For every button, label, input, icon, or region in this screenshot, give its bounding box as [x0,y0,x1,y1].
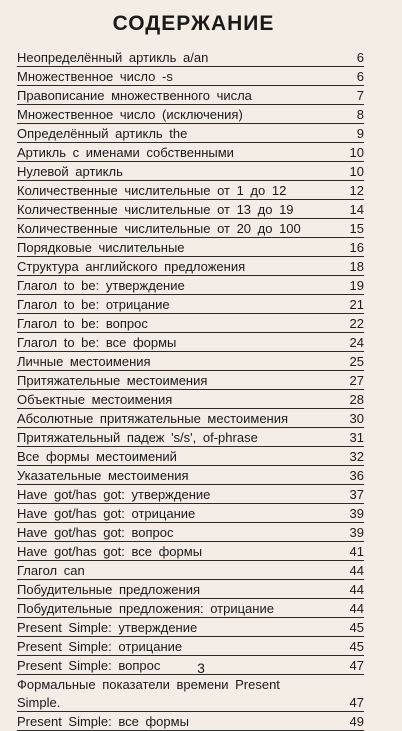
toc-entry [17,637,364,656]
toc-entry [17,561,364,580]
toc-entry-page: 16 [349,240,364,255]
toc-entry-title: Неопределённый артикль a/an [17,50,209,65]
toc-entry-page: 21 [349,297,364,312]
toc-entry-page: 47 [349,695,364,710]
toc-entry-title: Present Simple: вопрос [17,658,161,673]
toc-entry [17,352,364,371]
toc-entry-page: 39 [349,525,364,540]
toc-entry-title: Определённый артикль the [17,126,188,141]
toc-entry [17,257,364,276]
toc-entry-page: 18 [349,259,364,274]
toc-entry-page: 45 [349,639,364,654]
toc-entry-page: 6 [356,50,364,65]
toc-entry-title: Глагол to be: все формы [17,335,177,350]
toc-entry-title: Объектные местоимения [17,392,173,407]
toc-entry [17,542,364,561]
toc-entry-page: 10 [349,145,364,160]
toc-entry [17,67,364,86]
toc-entry-title: Указательные местоимения [17,468,189,483]
toc-entry [17,409,364,428]
toc-entry [17,504,364,523]
toc-entry-title: Правописание множественного числа [17,88,252,103]
toc-entry-page: 22 [349,316,364,331]
toc-entry-title: Present Simple: утверждение [17,620,198,635]
toc-entry-page: 39 [349,506,364,521]
toc-entry [17,295,364,314]
toc-entry [17,333,364,352]
toc-entry [17,276,364,295]
toc-entry-page: 30 [349,411,364,426]
toc-entry [17,124,364,143]
toc-entry [17,447,364,466]
toc-entry [17,599,364,618]
toc-entry-page: 27 [349,373,364,388]
toc-entry [17,485,364,504]
toc-entry-page: 8 [356,107,364,122]
toc-entry-title: Количественные числительные от 20 до 100 [17,221,301,236]
toc-entry-title: Количественные числительные от 13 до 19 [17,202,294,217]
toc-entry [17,143,364,162]
toc-entry-title: Побудительные предложения: отрицание [17,601,274,616]
toc-entry [17,48,364,67]
toc-entry-title: Абсолютные притяжательные местоимения [17,411,289,426]
page-number: 3 [197,660,205,676]
toc-entry-title: Present Simple: отрицание [17,639,183,654]
toc-entry-title: Множественное число (исключения) [17,107,243,122]
toc-entry-page: 47 [349,658,364,673]
toc-entry-page: 44 [349,601,364,616]
toc-entry [17,466,364,485]
toc-entry-page: 9 [356,126,364,141]
toc-entry-page: 44 [349,582,364,597]
toc-entry-title: Глагол to be: вопрос [17,316,148,331]
toc-entry-title: Глагол can [17,563,85,578]
toc-entry [17,314,364,333]
toc-entry-page: 37 [349,487,364,502]
toc-entry-title: Have got/has got: вопрос [17,525,174,540]
toc-entry-title: Все формы местоимений [17,449,177,464]
toc-entry-title: Have got/has got: все формы [17,544,203,559]
toc-entry-title: Побудительные предложения [17,582,201,597]
toc-entry-page: 7 [356,88,364,103]
toc-entry-page: 12 [349,183,364,198]
toc-entry-page: 45 [349,620,364,635]
toc-entry-title: Личные местоимения [17,354,151,369]
page-title: СОДЕРЖАНИЕ [112,12,275,35]
toc-entry-page: 25 [349,354,364,369]
toc-entry-page: 24 [349,335,364,350]
toc-entry [17,712,364,731]
toc-entry-title: Have got/has got: отрицание [17,506,196,521]
toc-entry [17,523,364,542]
toc-entry [17,428,364,447]
toc-entry-title: Глагол to be: отрицание [17,297,170,312]
toc-entry-title: Артикль с именами собственными [17,145,234,160]
toc-entry-title: Нулевой артикль [17,164,123,179]
toc-entry-title: Формальные показатели времени Present [17,677,280,692]
toc-entry-page: 28 [349,392,364,407]
toc-entry [17,181,364,200]
toc-entry [17,390,364,409]
toc-entry-title: Simple. [17,695,61,710]
toc-entry-page: 10 [349,164,364,179]
toc-entry-title: Количественные числительные от 1 до 12 [17,183,287,198]
toc-entry-title: Притяжательный падеж 's/s', of-phrase [17,430,258,445]
toc-entry [17,580,364,599]
toc-entry-title: Порядковые числительные [17,240,185,255]
toc-entry-page: 19 [349,278,364,293]
toc-entry [17,618,364,637]
toc-entry [17,105,364,124]
toc-entry [17,675,364,693]
toc-entry [17,86,364,105]
toc-entry [17,162,364,181]
toc-entry-title: Притяжательные местоимения [17,373,208,388]
toc-entry [17,200,364,219]
toc-entry-page: 6 [356,69,364,84]
toc-entry-page: 14 [349,202,364,217]
toc-entry-title: Глагол to be: утверждение [17,278,185,293]
toc-entry [17,371,364,390]
toc-entry-title: Множественное число -s [17,69,173,84]
toc-entry-page: 32 [349,449,364,464]
toc-entry-page: 44 [349,563,364,578]
toc-entry [17,693,364,712]
table-of-contents [17,48,364,731]
toc-entry-title: Have got/has got: утверждение [17,487,211,502]
toc-entry-page: 41 [349,544,364,559]
toc-entry-page: 49 [349,714,364,729]
toc-entry-page: 15 [349,221,364,236]
toc-entry-page: 36 [349,468,364,483]
toc-entry [17,219,364,238]
toc-entry [17,238,364,257]
toc-entry-title: Present Simple: все формы [17,714,189,729]
toc-entry-page: 31 [349,430,364,445]
toc-entry-title: Структура английского предложения [17,259,246,274]
